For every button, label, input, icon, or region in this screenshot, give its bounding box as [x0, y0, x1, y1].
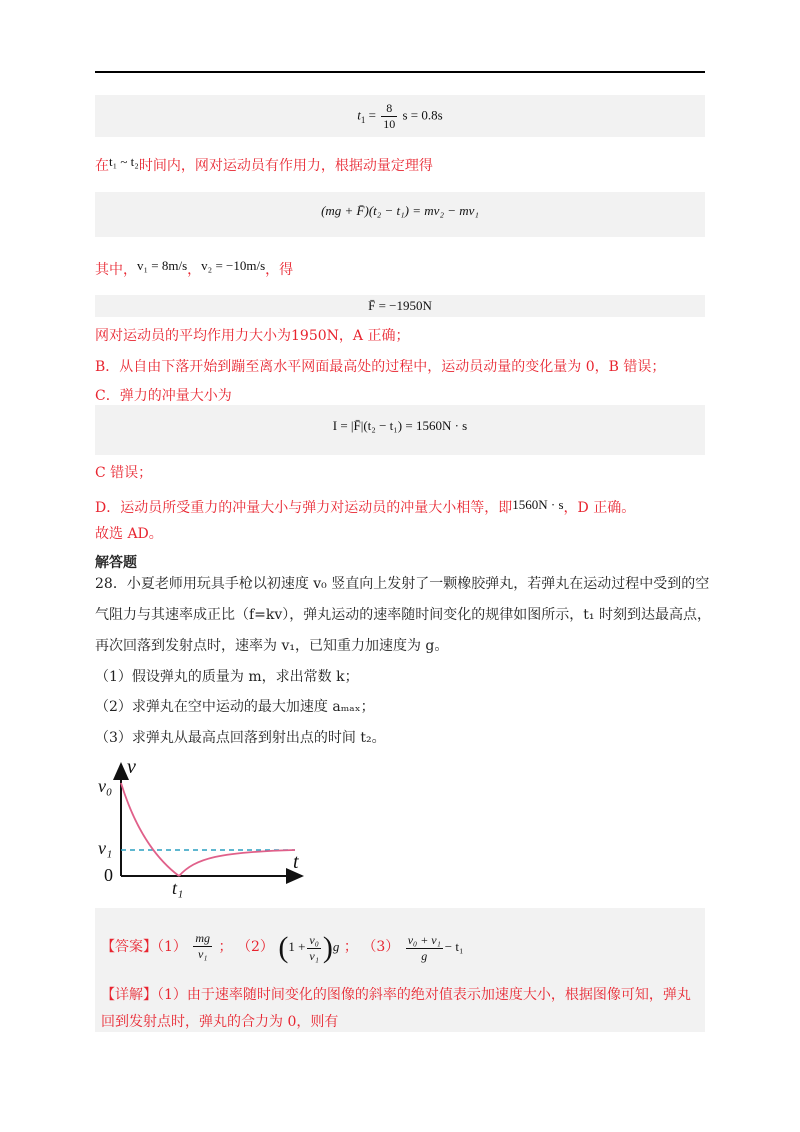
- detail-line-2: 回到发射点时，弹丸的合力为 0，则有: [101, 1014, 339, 1030]
- line-c-wrong: C 错误；: [95, 465, 153, 481]
- line-velocities: 其中，v₁ = 8m/s，v₂ = −10m/s，得: [95, 258, 294, 278]
- equation-momentum: (mg + F̄)(t₂ − t₁) = mv₂ − mv₁: [321, 203, 479, 218]
- header-rule: [95, 71, 705, 73]
- line-choice: 故选 AD。: [95, 526, 163, 542]
- answer-2: (1 + $\frac{\text{v₀}}{\text{v₁}}$ )g: [278, 931, 340, 964]
- line-time-interval: 在t₁ ~ t₂时间内，网对运动员有作用力，根据动量定理得: [95, 154, 433, 174]
- sub-question-3: （3）求弹丸从最高点回落到射出点的时间 t₂。: [95, 730, 386, 746]
- equation-impulse: I = |F̄|(t₂ − t₁) = 1560N · s: [332, 418, 468, 433]
- line-a-correct: 网对运动员的平均作用力大小为1950N，A 正确；: [95, 328, 410, 344]
- label-origin: 0: [104, 865, 113, 885]
- label-v0: v₀: [98, 776, 113, 796]
- detail-tag: 【详解】: [101, 987, 157, 1003]
- y-axis-label: v: [127, 758, 136, 778]
- sub-question-2: （2）求弹丸在空中运动的最大加速度 aₘₐₓ；: [95, 699, 375, 715]
- line-b-wrong: B．从自由下落开始到蹦至离水平网面最高处的过程中，运动员动量的变化量为 0，B 错误；: [95, 359, 666, 375]
- detail-line-1: 【详解】（1）由于速率随时间变化的图像的斜率的绝对值表示加速度大小，根据图像可知，弹丸: [101, 987, 691, 1003]
- equation-box-2: [95, 192, 705, 237]
- line-c-intro: C．弹力的冲量大小为: [95, 388, 232, 404]
- label-v1: v₁: [98, 838, 113, 858]
- velocity-time-graph: [90, 758, 320, 898]
- x-axis-label: t: [293, 851, 299, 873]
- equation-t1: $t_1$ = $\frac{8}{10}$ s = 0.8s: [357, 101, 443, 131]
- answer-tag: 【答案】: [101, 938, 157, 955]
- velocity-curve-rising: [121, 783, 179, 876]
- equation-force: F̄ = −1950N: [368, 298, 432, 313]
- question-text-2: 气阻力与其速率成正比（f=kv），弹丸运动的速率随时间变化的规律如图所示，t₁ 时刻到达最高点，: [95, 607, 711, 623]
- line-d-correct: D．运动员所受重力的冲量大小与弹力对运动员的冲量大小相等，即1560N · s，D 正确。: [95, 497, 636, 516]
- equation-box-3: [95, 295, 705, 317]
- answer-box: [95, 908, 705, 1032]
- section-heading: 解答题: [95, 555, 137, 571]
- answer-line: 【答案】（1） $\frac{mg}{\text{v₁}}$ ； （2） (1 + $\frac{\text{v₀}}{\text{v₁}}$ )g ； （3） $\frac{\text{v₀ + v₁}}{g}$ − t₁: [101, 931, 464, 964]
- label-t1: t₁: [172, 878, 184, 898]
- sub-question-1: （1）假设弹丸的质量为 m，求出常数 k；: [95, 669, 359, 685]
- equation-box-4: [95, 405, 705, 455]
- velocity-curve-falling: [179, 850, 295, 876]
- question-text-1: 28．小夏老师用玩具手枪以初速度 v₀ 竖直向上发射了一颗橡胶弹丸，若弹丸在运动过程中受到的空: [95, 576, 710, 592]
- equation-box-1: [95, 95, 705, 137]
- answer-1: $\frac{mg}{\text{v₁}}$: [195, 931, 211, 962]
- question-text-3: 再次回落到发射点时，速率为 v₁，已知重力加速度为 g。: [95, 638, 449, 654]
- answer-3: $\frac{\text{v₀ + v₁}}{g}$ − t₁: [407, 932, 464, 963]
